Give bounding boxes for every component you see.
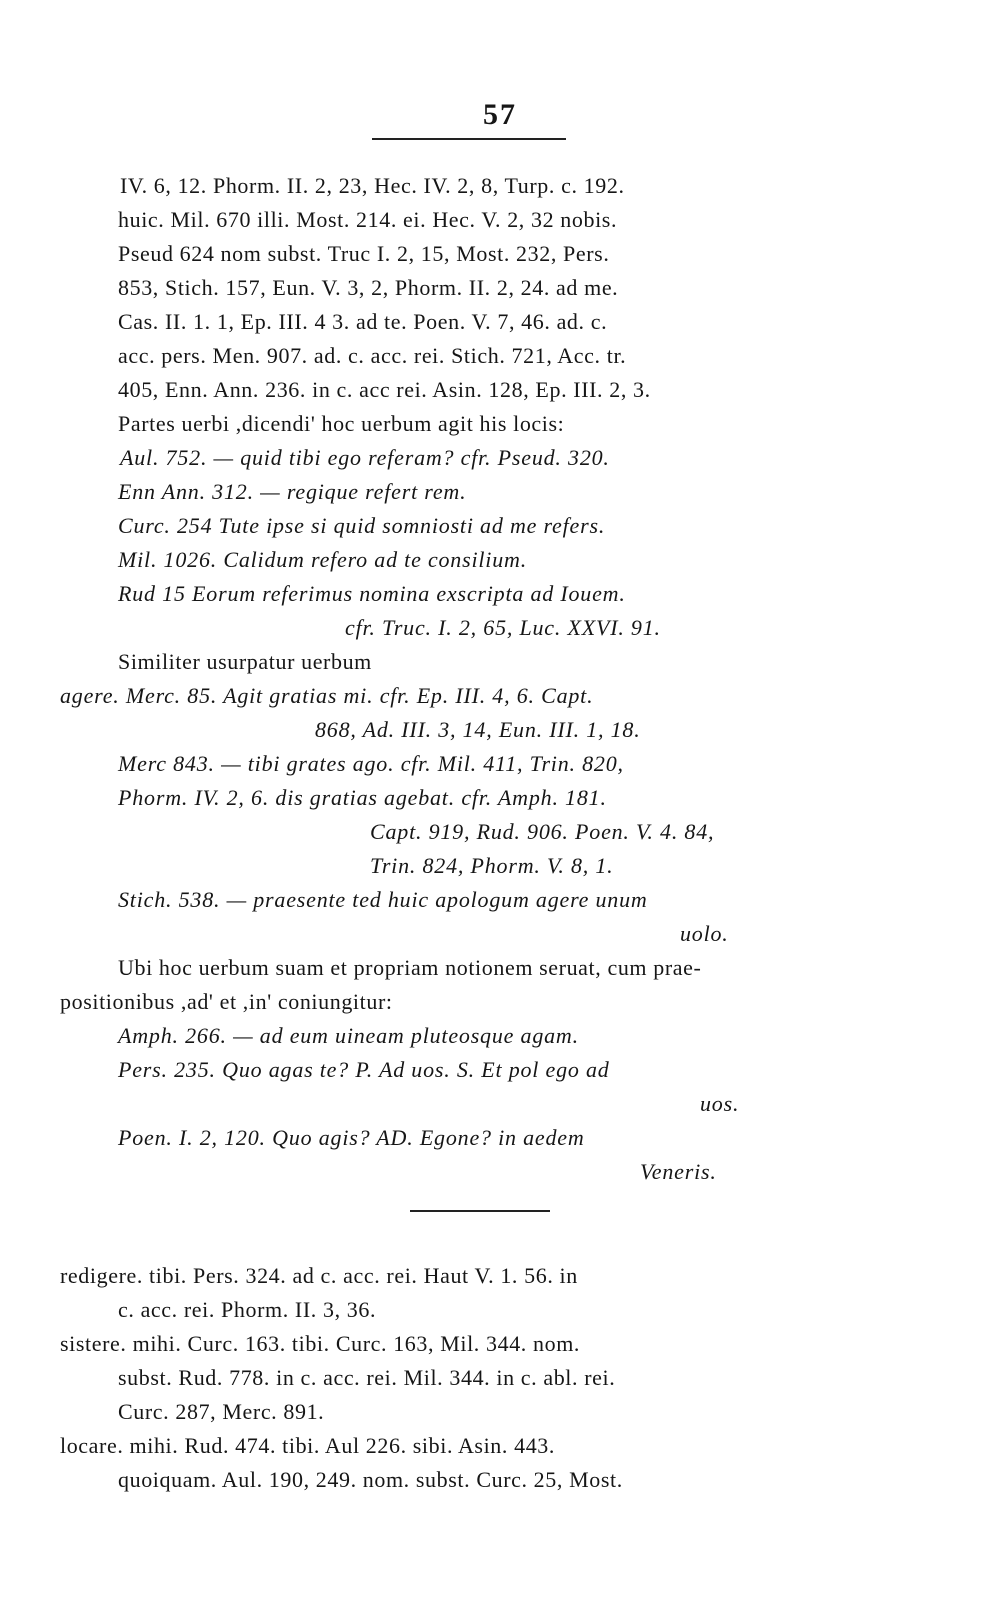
citation-line: Enn Ann. 312. — regique refert rem.	[118, 479, 467, 504]
citation-line: Aul. 752. — quid tibi ego referam? cfr. Pseud. 320.	[120, 445, 610, 470]
text-line: Similiter usurpatur uerbum	[118, 649, 372, 674]
citation-line: Veneris.	[640, 1159, 717, 1184]
citation-line: Curc. 254 Tute ipse si quid somniosti ad me refers.	[118, 513, 606, 538]
text-line: sistere. mihi. Curc. 163. tibi. Curc. 163, Mil. 344. nom.	[60, 1331, 581, 1356]
text-line: quoiquam. Aul. 190, 249. nom. subst. Curc. 25, Most.	[118, 1467, 623, 1492]
text-line: locare. mihi. Rud. 474. tibi. Aul 226. sibi. Asin. 443.	[60, 1433, 555, 1458]
text-line: Pseud 624 nom subst. Truc I. 2, 15, Most. 232, Pers.	[118, 241, 610, 266]
text-line: subst. Rud. 778. in c. acc. rei. Mil. 344. in c. abl. rei.	[118, 1365, 616, 1390]
citation-line: Phorm. IV. 2, 6. dis gratias agebat. cfr. Amph. 181.	[118, 785, 607, 810]
text-line: 405, Enn. Ann. 236. in c. acc rei. Asin. 128, Ep. III. 2, 3.	[118, 377, 651, 402]
text-line: Partes uerbi ,dicendi' hoc uerbum agit his locis:	[118, 411, 565, 436]
text-line: Ubi hoc uerbum suam et propriam notionem seruat, cum prae-	[118, 955, 702, 980]
citation-line: Capt. 919, Rud. 906. Poen. V. 4. 84,	[370, 819, 715, 844]
text-line: Cas. II. 1. 1, Ep. III. 4 3. ad te. Poen. V. 7, 46. ad. c.	[118, 309, 608, 334]
citation-line: Pers. 235. Quo agas te? P. Ad uos. S. Et pol ego ad	[118, 1057, 610, 1082]
citation-line: uos.	[700, 1091, 740, 1116]
citation-line: cfr. Truc. I. 2, 65, Luc. XXVI. 91.	[345, 615, 661, 640]
citation-line: Merc 843. — tibi grates ago. cfr. Mil. 411, Trin. 820,	[118, 751, 624, 776]
text-line: 853, Stich. 157, Eun. V. 3, 2, Phorm. II. 2, 24. ad me.	[118, 275, 619, 300]
text-line: IV. 6, 12. Phorm. II. 2, 23, Hec. IV. 2, 8, Turp. c. 192.	[120, 173, 625, 198]
citation-line: agere. Merc. 85. Agit gratias mi. cfr. Ep. III. 4, 6. Capt.	[60, 683, 594, 708]
citation-line: Rud 15 Eorum referimus nomina exscripta ad Iouem.	[118, 581, 626, 606]
text-line: Curc. 287, Merc. 891.	[118, 1399, 325, 1424]
header-rule	[372, 138, 566, 140]
citation-line: Mil. 1026. Calidum refero ad te consilium.	[118, 547, 527, 572]
text-line: positionibus ,ad' et ,in' coniungitur:	[60, 989, 393, 1014]
citation-line: Poen. I. 2, 120. Quo agis? AD. Egone? in aedem	[118, 1125, 585, 1150]
citation-line: Stich. 538. — praesente ted huic apologum agere unum	[118, 887, 648, 912]
citation-line: Trin. 824, Phorm. V. 8, 1.	[370, 853, 614, 878]
text-line: huic. Mil. 670 illi. Most. 214. ei. Hec. V. 2, 32 nobis.	[118, 207, 618, 232]
citation-line: Amph. 266. — ad eum uineam pluteosque agam.	[118, 1023, 579, 1048]
page-number: 57	[483, 98, 517, 131]
text-line: c. acc. rei. Phorm. II. 3, 36.	[118, 1297, 377, 1322]
text-line: redigere. tibi. Pers. 324. ad c. acc. rei. Haut V. 1. 56. in	[60, 1263, 578, 1288]
citation-line: 868, Ad. III. 3, 14, Eun. III. 1, 18.	[315, 717, 641, 742]
citation-line: uolo.	[680, 921, 729, 946]
text-line: acc. pers. Men. 907. ad. c. acc. rei. Stich. 721, Acc. tr.	[118, 343, 627, 368]
section-divider	[410, 1210, 550, 1212]
